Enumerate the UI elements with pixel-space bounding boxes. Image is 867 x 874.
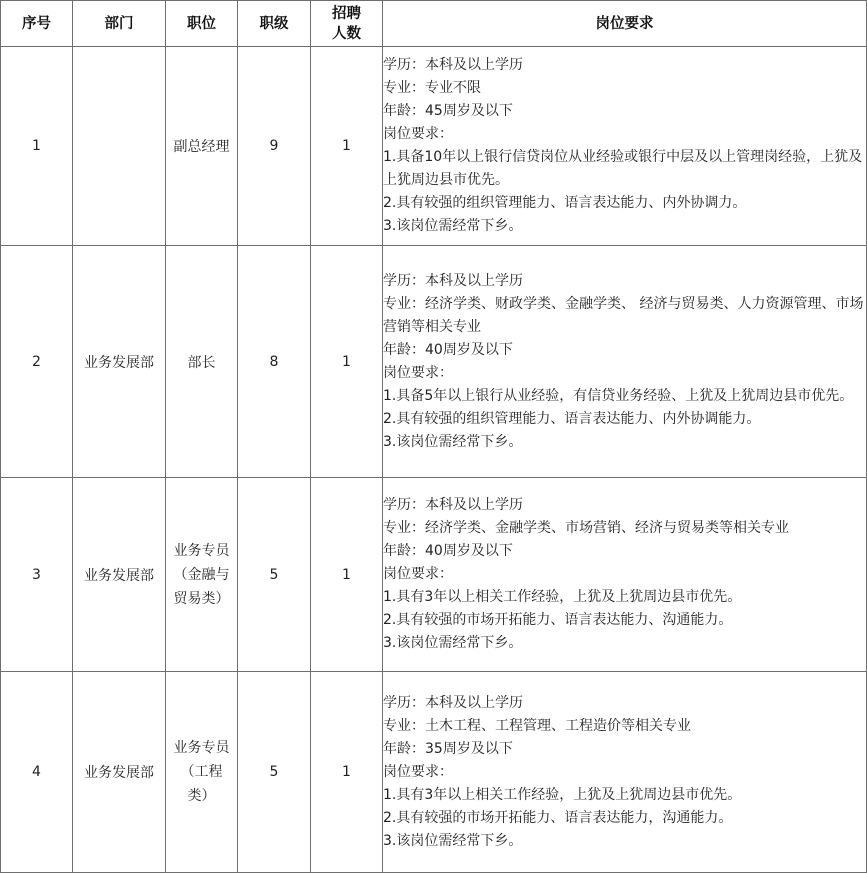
req-line: 1.具有3年以上相关工作经验，上犹及上犹周边县市优先。 [383,589,742,605]
req-line: 2.具有较强的市场开拓能力、语言表达能力、沟通能力。 [383,612,733,628]
req-line: 学历：本科及以上学历 [383,694,523,711]
cell-level: 9 [238,47,311,246]
header-requirements: 岗位要求 [383,1,867,47]
table-row [1,672,867,873]
req-line: 学历：本科及以上学历 [383,497,523,513]
cell-count: 1 [311,47,383,246]
cell-count: 1 [311,246,383,478]
cell-index: 2 [1,246,73,478]
cell-position: 部长 [166,246,238,478]
cell-position: 业务专员（工程类） [166,672,238,873]
cell-level: 8 [238,246,311,478]
cell-count: 1 [311,672,383,873]
req-line: 学历：本科及以上学历 [383,57,523,73]
cell-index: 4 [1,672,73,873]
req-line: 专业：土木工程、工程管理、工程造价等相关专业 [383,717,691,734]
req-line: 岗位要求： [383,763,453,780]
req-line: 学历：本科及以上学历 [383,272,523,289]
req-line: 专业：经济学类、财政学类、金融学类、 经济与贸易类、人力资源管理、市场营销等相关专业 [383,295,864,335]
req-line: 专业：专业不限 [383,80,481,96]
req-line: 1.具有3年以上相关工作经验，上犹及上犹周边县市优先。 [383,786,742,803]
header-count: 招聘人数 [311,1,383,47]
cell-dept: 业务发展部 [73,246,166,478]
req-line: 3.该岗位需经常下乡。 [383,218,523,234]
cell-level: 5 [238,672,311,873]
cell-index: 3 [1,478,73,672]
req-line: 年龄：45周岁及以下 [383,103,513,119]
cell-requirements [383,47,867,246]
cell-dept: 业务发展部 [73,478,166,672]
header-dept: 部门 [73,1,166,47]
cell-position: 业务专员（金融与贸易类） [166,478,238,672]
cell-count: 1 [311,478,383,672]
req-line: 2.具有较强的组织管理能力、语言表达能力、内外协调能力。 [383,410,761,427]
req-line: 2.具有较强的市场开拓能力、语言表达能力，沟通能力。 [383,809,733,826]
cell-dept [73,47,166,246]
req-line: 2.具有较强的组织管理能力、语言表达能力、内外协调力。 [383,195,747,211]
table-row [1,246,867,478]
req-line: 岗位要求： [383,364,453,381]
req-line: 1.具备5年以上银行从业经验，有信贷业务经验、上犹及上犹周边县市优先。 [383,387,854,404]
req-line: 专业：经济学类、金融学类、市场营销、经济与贸易类等相关专业 [383,520,789,536]
header-level: 职级 [238,1,311,47]
req-line: 3.该岗位需经常下乡。 [383,433,523,450]
header-index: 序号 [1,1,73,47]
cell-requirements [383,246,867,478]
req-line: 1.具备10年以上银行信贷岗位从业经验或银行中层及以上管理岗经验，上犹及上犹周边县市优先。 [383,149,863,188]
cell-index: 1 [1,47,73,246]
req-line: 3.该岗位需经常下乡。 [383,832,523,849]
req-line: 年龄：40周岁及以下 [383,341,513,358]
cell-level: 5 [238,478,311,672]
req-line: 岗位要求： [383,126,453,142]
req-line: 岗位要求： [383,566,453,582]
req-line: 3.该岗位需经常下乡。 [383,635,523,651]
cell-dept: 业务发展部 [73,672,166,873]
cell-requirements [383,672,867,873]
cell-position: 副总经理 [166,47,238,246]
req-line: 年龄：35周岁及以下 [383,740,513,757]
cell-requirements [383,478,867,672]
table-row [1,478,867,672]
header-position: 职位 [166,1,238,47]
req-line: 年龄：40周岁及以下 [383,543,513,559]
header-row [1,1,867,47]
table-row [1,47,867,246]
